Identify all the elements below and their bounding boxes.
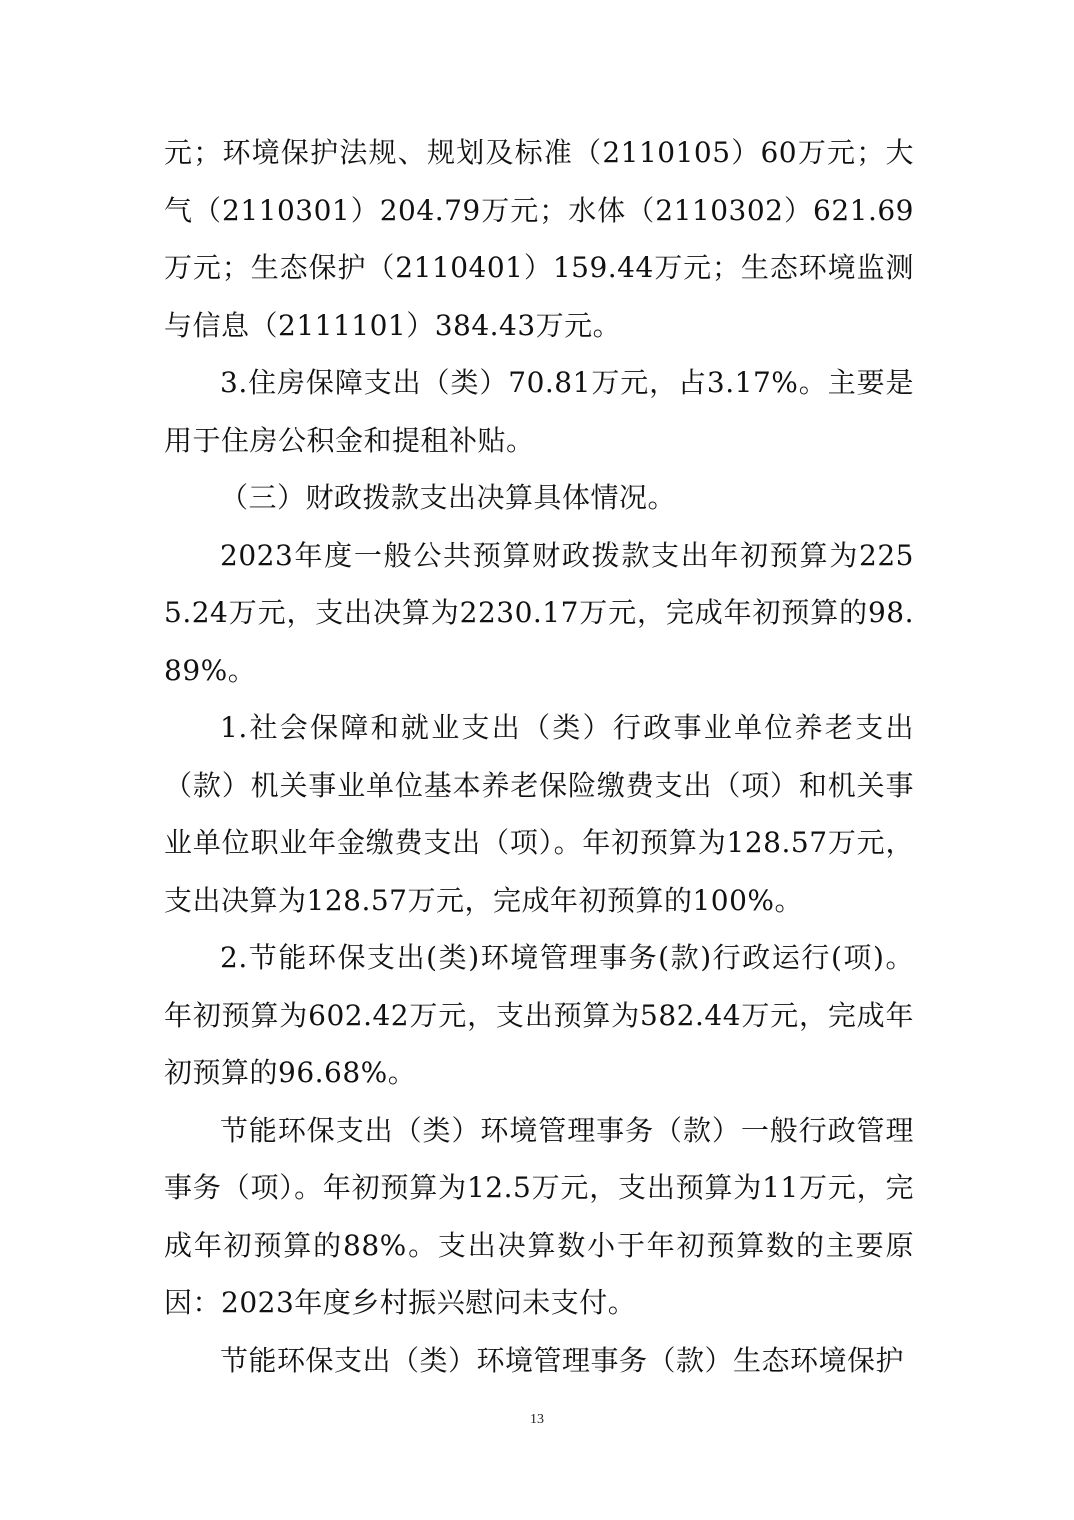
paragraph-general-admin: 节能环保支出（类）环境管理事务（款）一般行政管理事务（项）。年初预算为12.5万元，支出预算为11万元，完成年初预算的88%。支出决算数小于年初预算数的主要原因：2023年度乡村振兴慰问未支付。 (164, 1113, 914, 1319)
paragraph-housing-expenditure: 3.住房保障支出（类）70.81万元，占3.17%。主要是用于住房公积金和提租补贴。 (164, 366, 914, 457)
paragraph-eco-protection: 节能环保支出（类）环境管理事务（款）生态环境保护 (220, 1343, 905, 1377)
body-text (164, 124, 914, 1389)
paragraph-continuation: 元；环境保护法规、规划及标准（2110105）60万元；大气（2110301）204.79万元；水体（2110302）621.69万元；生态保护（2110401）159.44万元；生态环境监测与信息（2111101）384.43万元。 (164, 136, 914, 342)
paragraph-budget-summary: 2023年度一般公共预算财政拨款支出年初预算为2255.24万元，支出决算为2230.17万元，完成年初预算的98.89%。 (164, 538, 914, 687)
section-heading: （三）财政拨款支出决算具体情况。 (220, 481, 677, 514)
paragraph-social-security: 1.社会保障和就业支出（类）行政事业单位养老支出（款）机关事业单位基本养老保险缴费支出（项）和机关事业单位职业年金缴费支出（项）。年初预算为128.57万元，支出决算为128.57万元，完成年初预算的100%。 (164, 711, 914, 917)
paragraph-admin-operation: 2.节能环保支出(类)环境管理事务(款)行政运行(项)。年初预算为602.42万元，支出预算为582.44万元，完成年初预算的96.68%。 (164, 941, 914, 1089)
page-number: 13 (530, 1412, 544, 1427)
